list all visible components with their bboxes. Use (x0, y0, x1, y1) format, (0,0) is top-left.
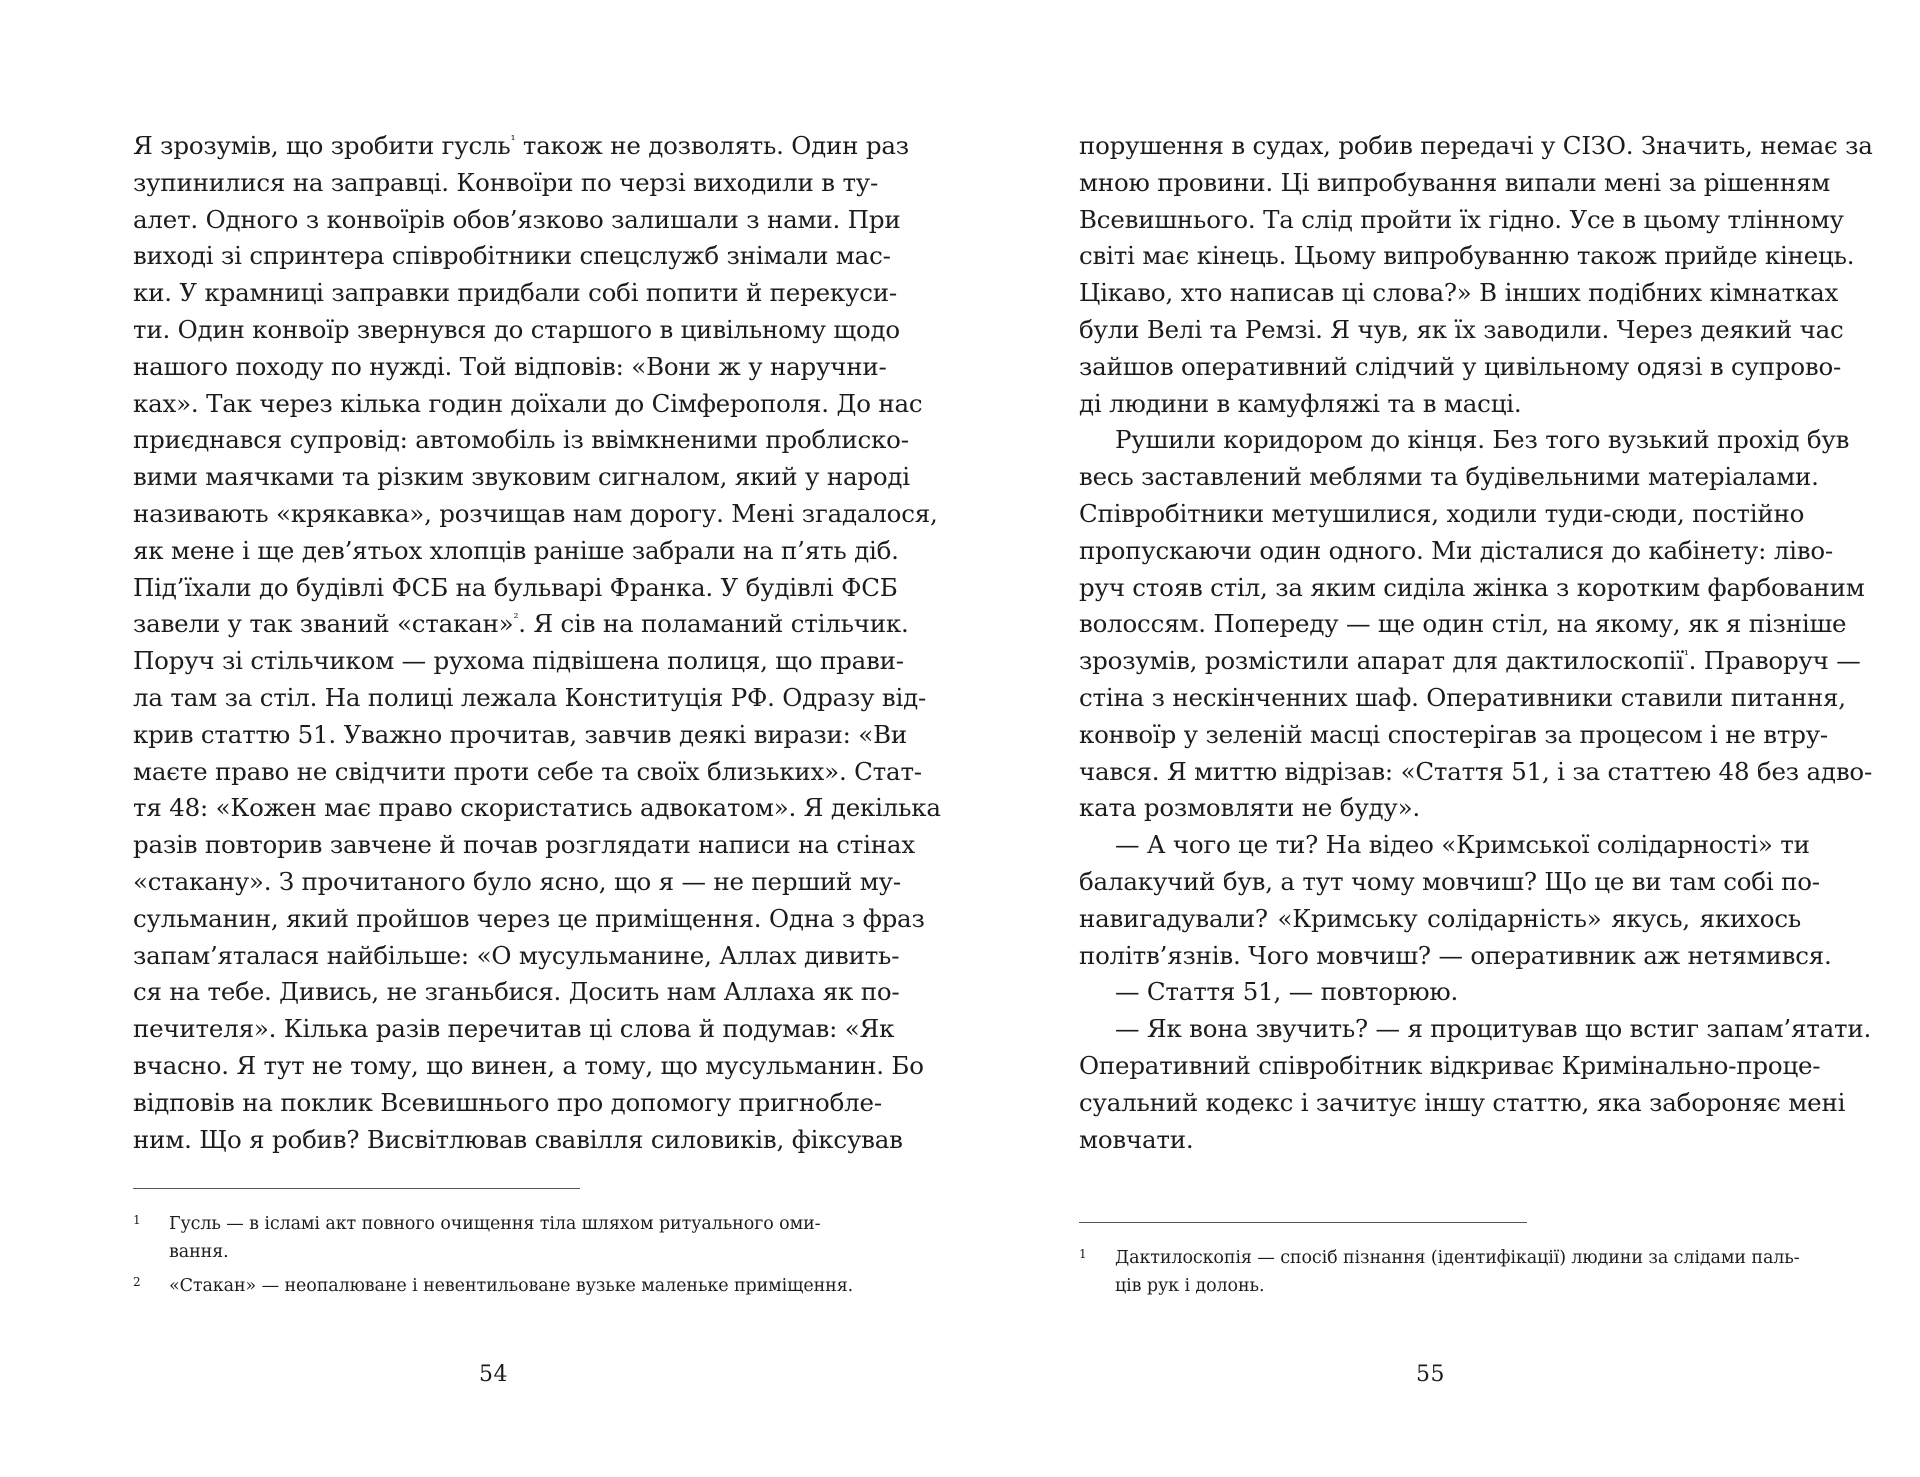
footnote-number: 1 (1079, 1247, 1087, 1261)
footnote (133, 1272, 856, 1300)
text-line: Поруч зі стільчиком — рухома підвішена полиця, що прави- (133, 646, 904, 676)
footnote-text (169, 1272, 856, 1300)
left-page-number: 54 (479, 1362, 508, 1387)
text-line: були Велі та Ремзі. Я чув, як їх заводили. Через деякий час (1079, 314, 1844, 344)
text-line: запам’яталася найбільше: «О мусульманине, Аллах дивить- (133, 940, 900, 970)
text-line: порушення в судах, робив передачі у СІЗО. Значить, немає за (1079, 131, 1873, 160)
text-line: ним. Що я робив? Висвітлював свавілля силовиків, фіксував (133, 1124, 903, 1154)
text-line: Рушили коридором до кінця. Без того вузький прохід був (1115, 425, 1850, 455)
text-line: пропускаючи один одного. Ми дісталися до кабінету: ліво- (1079, 535, 1834, 565)
text-line: ки. У крамниці заправки придбали собі попити й перекуси- (133, 278, 897, 308)
text-line: нашого походу по нужді. Той відповів: «Вони ж у наручни- (133, 351, 887, 381)
text-line: чався. Я миттю відрізав: «Стаття 51, і за статтею 48 без адво- (1079, 756, 1873, 786)
text-line: вчасно. Я тут не тому, що винен, а тому, що мусульманин. Бо (133, 1050, 924, 1080)
text-line: Під’їхали до будівлі ФСБ на бульварі Франка. У будівлі ФСБ (133, 572, 898, 602)
left-footnotes (133, 1210, 856, 1306)
footnote-line: Гусль — в ісламі акт повного очищення тіла шляхом ритуального оми- (169, 1214, 821, 1234)
text-line: тя 48: «Кожен має право скористатись адвокатом». Я декілька (133, 793, 941, 823)
text-line: зупинилися на заправці. Конвоїри по черзі виходили в ту- (133, 167, 879, 197)
footnote-text (169, 1210, 856, 1266)
text-line: завели у так званий «стакан»$^{^2}$. Я сів на поламаний стільчик. (133, 609, 909, 639)
text-line: «стакану». З прочитаного було ясно, що я — не перший му- (133, 866, 901, 896)
text-line: ках». Так через кілька годин доїхали до Сімферополя. До нас (133, 388, 923, 418)
text-line: — Стаття 51, — повторюю. (1115, 977, 1459, 1007)
text-line: стіна з нескінченних шаф. Оперативники ставили питання, (1079, 682, 1846, 712)
text-line: світі має кінець. Цьому випробуванню також прийде кінець. (1079, 241, 1855, 271)
text-line: — А чого це ти? На відео «Кримської солідарності» ти (1115, 830, 1810, 860)
text-line: Оперативний співробітник відкриває Кримінально-проце- (1079, 1050, 1821, 1080)
footnote-line: вання. (169, 1242, 229, 1262)
text-line: політв’язнів. Чого мовчиш? — оперативник аж нетямився. (1079, 940, 1832, 970)
text-line: ти. Один конвоїр звернувся до старшого в цивільному щодо (133, 314, 900, 344)
footnote-text (1115, 1244, 1801, 1300)
text-line: Цікаво, хто написав ці слова?» В інших подібних кімнатках (1079, 278, 1839, 308)
footnote-number: 2 (133, 1275, 141, 1289)
text-line: весь заставлений меблями та будівельними матеріалами. (1079, 462, 1819, 492)
text-line: мною провини. Ці випробування випали мені за рішенням (1079, 167, 1831, 197)
left-body-text (133, 128, 941, 1158)
text-line: алет. Одного з конвоїрів обов’язково залишали з нами. При (133, 204, 901, 234)
text-line: сульманин, який пройшов через це приміщення. Одна з фраз (133, 903, 925, 933)
text-line: Співробітники метушилися, ходили туди-сюди, постійно (1079, 498, 1805, 528)
footnote-line: Дактилоскопія — спосіб пізнання (ідентифікації) людини за слідами паль- (1115, 1248, 1800, 1268)
text-line: суальний кодекс і зачитує іншу статтю, яка забороняє мені (1079, 1087, 1846, 1117)
text-line: маєте право не свідчити проти себе та своїх близьких». Стат- (133, 756, 922, 786)
text-line: ся на тебе. Дивись, не зганьбися. Досить нам Аллаха як по- (133, 977, 900, 1007)
right-page (960, 0, 1920, 1477)
text-line: зрозумів, розмістили апарат для дактилоскопії$^{^1}$. Праворуч — (1079, 646, 1861, 676)
text-line: Всевишнього. Та слід пройти їх гідно. Усе в цьому тлінному (1079, 204, 1844, 234)
text-line: виході зі спринтера співробітники спецслужб знімали мас- (133, 241, 891, 271)
text-line: називають «крякавка», розчищав нам дорогу. Мені згадалося, (133, 498, 938, 528)
text-line: як мене і ще дев’ятьох хлопців раніше забрали на п’ять діб. (133, 535, 899, 565)
text-line: балакучий був, а тут чому мовчиш? Що це ви там собі по- (1079, 866, 1820, 896)
text-line: разів повторив завчене й почав розглядати написи на стінах (133, 830, 915, 860)
text-line: ла там за стіл. На полиці лежала Конституція РФ. Одразу від- (133, 682, 927, 712)
left-footnote-rule (133, 1188, 580, 1189)
text-line: вими маячками та різким звуковим сигналом, який у народі (133, 462, 910, 492)
text-line: крив статтю 51. Уважно прочитав, завчив деякі вирази: «Ви (133, 719, 908, 749)
footnote-number: 1 (133, 1213, 141, 1227)
text-line: приєднався супровід: автомобіль із ввімкненими проблиско- (133, 425, 909, 455)
footnote-line: ців рук і долонь. (1115, 1276, 1265, 1296)
text-line: ката розмовляти не буду». (1079, 793, 1421, 823)
right-body-text (1079, 128, 1873, 1158)
right-footnote-rule (1079, 1222, 1527, 1223)
text-line: руч стояв стіл, за яким сиділа жінка з коротким фарбованим (1079, 572, 1865, 602)
text-line: волоссям. Попереду — ще один стіл, на якому, як я пізніше (1079, 609, 1847, 639)
text-line: — Як вона звучить? — я процитував що встиг запам’ятати. (1115, 1014, 1872, 1044)
right-page-number: 55 (1416, 1362, 1445, 1387)
footnote (133, 1210, 856, 1266)
footnote (1079, 1244, 1801, 1300)
text-line: ді людини в камуфляжі та в масці. (1079, 388, 1522, 418)
footnote-line: «Стакан» — неопалюване і невентильоване вузьке маленьке приміщення. (169, 1276, 854, 1296)
right-footnotes (1079, 1244, 1801, 1306)
text-line: конвоїр у зеленій масці спостерігав за процесом і не втру- (1079, 719, 1828, 749)
text-line: печителя». Кілька разів перечитав ці слова й подумав: «Як (133, 1014, 895, 1044)
text-line: відповів на поклик Всевишнього про допомогу пригнобле- (133, 1087, 882, 1117)
text-line: навигадували? «Кримську солідарність» якусь, якихось (1079, 903, 1801, 933)
text-line: зайшов оперативний слідчий у цивільному одязі в супрово- (1079, 351, 1842, 381)
text-line: Я зрозумів, що зробити гусль$^{^1}$ також не дозволять. Один раз (133, 131, 909, 160)
text-line: мовчати. (1079, 1124, 1194, 1154)
